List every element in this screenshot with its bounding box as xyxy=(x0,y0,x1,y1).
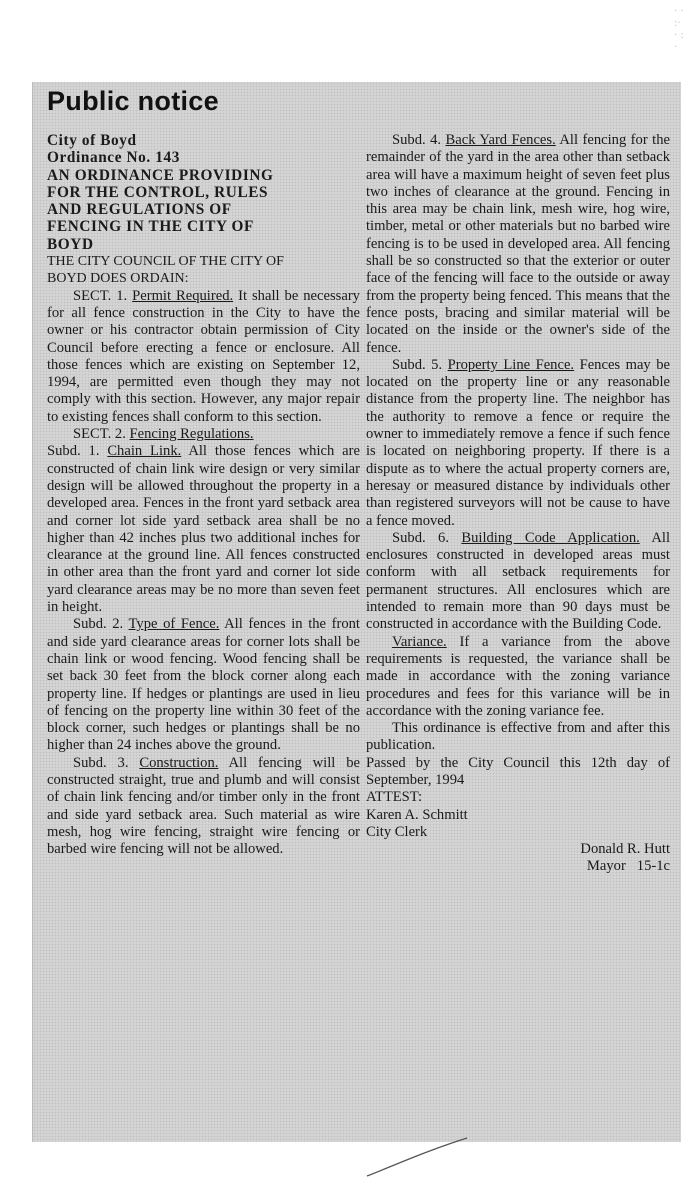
scan-speckle: · · :· · : · xyxy=(674,6,684,53)
variance-paragraph xyxy=(366,634,670,720)
title-line-4: FENCING IN THE CITY OF xyxy=(47,218,254,236)
subd3-paragraph xyxy=(47,755,360,859)
subd6-title: Building Code Application. xyxy=(461,529,640,546)
attest-label: ATTEST: xyxy=(366,789,423,806)
subd3-body: All fencing will be constructed straight, true and plumb and will consist of chain link fencing and/or timber only in the front and side yard setback area. Such material as wire mesh, hog wire fencing, straight wire fencing or barbed wire fencing will not be allowed. xyxy=(47,754,360,858)
title-line-2: FOR THE CONTROL, RULES xyxy=(47,183,269,201)
sect1-lead: SECT. 1. xyxy=(73,287,133,304)
left-column xyxy=(47,132,360,858)
subd5-body: Fences may be located on the property line or any reasonable distance from the property line. The neighbor has the authority to remove a fence or require the owner to immediately remove a fence if such fence is located on neighboring property. If there is a dispute as to where the actual property corners are, heresay or measured distance by individuals other than registered surveyors will not be cause to have a fence moved. xyxy=(366,356,671,529)
clerk-title: City Clerk xyxy=(366,823,428,840)
subd2-body: All fences in the front and side yard clearance areas for corner lots shall be chain link or wood fencing. Wood fencing shall be set back 30 feet from the block corner along each property line. If hedges or plantings are used in lieu of fencing on the property line within 30 feet of the block corner, such hedges or plantings shall be no higher than 24 inches above the ground. xyxy=(47,616,360,754)
newspaper-clipping xyxy=(32,82,681,1142)
subd3-lead: Subd. 3. xyxy=(73,754,140,771)
variance-body: If a variance from the above requirements is requested, the variance shall be made in accordance with the zoning variance procedures and fees for this variance will be in accordance with the zoning variance fee. xyxy=(366,633,670,719)
clerk-name: Karen A. Schmitt xyxy=(366,806,468,823)
mayor-title: Mayor xyxy=(586,858,626,875)
subd1-title: Chain Link. xyxy=(107,443,182,460)
city-line: City of Boyd xyxy=(47,132,137,149)
ordinance-number: Ordinance No. 143 xyxy=(47,149,181,167)
sect1-body: It shall be necessary for all fence construction in the City to have the owner or his contractor obtain permission of City Council before erecting a fence or enclosure. All those fences which are existing on September 12, 1994, are permitted even though they may not comply with this section. However, any major repair to existing fences shall conform to this section. xyxy=(47,287,360,425)
sect2-lead: SECT. 2. xyxy=(73,426,130,443)
headline: Public notice xyxy=(47,86,219,116)
effective-paragraph: This ordinance is effective from and after this publication. xyxy=(366,720,670,754)
subd1-lead: Subd. 1. xyxy=(47,443,108,460)
ordain-line-2: BOYD DOES ORDAIN: xyxy=(47,271,189,287)
pen-mark-icon xyxy=(363,1132,473,1182)
subd6-body: All enclosures constructed in developed areas must conform with all setback requirements for permanent structures. All enclosures which are intended to remain more than 90 days must be constructed in accordance with the Building Code. xyxy=(366,529,671,633)
subd2-paragraph xyxy=(47,616,360,754)
right-column xyxy=(366,132,670,876)
subd4-lead: Subd. 4. xyxy=(392,132,446,148)
subd4-body: All fencing for the remainder of the yard in the area other than setback area will have a maximum height of seven feet plus two inches of clearance at the ground. Fencing in this area may be chain link, mesh wire, hog wire, timber, metal or other materials but no barbed wire fencing is to be used in developed area. All fencing shall be so constructed so that the exterior or outer face of the fencing will face to the outside or away from the property being fenced. This means that the fence posts, bracing and similar material will be located on the inside or the owner's side of the fence. xyxy=(366,132,670,356)
subd5-lead: Subd. 5. xyxy=(392,356,448,373)
subd1-paragraph xyxy=(47,443,360,616)
subd5-title: Property Line Fence. xyxy=(447,356,575,373)
ordain-line-1: THE CITY COUNCIL OF THE CITY OF xyxy=(47,254,284,270)
sect1-title: Permit Required. xyxy=(132,287,234,304)
sect1-paragraph xyxy=(47,288,360,426)
title-line-5: BOYD xyxy=(47,235,94,253)
mayor-line xyxy=(366,858,670,875)
variance-title: Variance. xyxy=(392,633,447,650)
run-code: 15-1c xyxy=(636,858,670,875)
title-line-1: AN ORDINANCE PROVIDING xyxy=(47,166,274,184)
sect2-heading xyxy=(47,426,360,443)
subd3-title: Construction. xyxy=(139,754,219,771)
subd2-lead: Subd. 2. xyxy=(73,616,129,633)
subd4-title: Back Yard Fences. xyxy=(445,132,556,148)
passed-paragraph: Passed by the City Council this 12th day of September, 1994 xyxy=(366,754,670,788)
mayor-name: Donald R. Hutt xyxy=(580,841,670,858)
subd2-title: Type of Fence. xyxy=(128,616,220,633)
subd6-lead: Subd. 6. xyxy=(392,529,462,546)
subd6-paragraph xyxy=(366,530,670,634)
subd4-paragraph xyxy=(366,132,670,357)
title-line-3: AND REGULATIONS OF xyxy=(47,201,232,219)
subd5-paragraph xyxy=(366,357,670,530)
subd1-body: All those fences which are constructed of chain link wire design or very similar design will be allowed throughout the property in a developed area. Fences in the front yard setback area and corner lot side yard setback area shall be no higher than 42 inches plus two additional inches for clearance at the ground line. All fences constructed in other area than the front yard and corner lot side yard clearance areas may be no more than seven feet in height. xyxy=(47,443,360,616)
sect2-title: Fencing Regulations. xyxy=(129,426,254,443)
